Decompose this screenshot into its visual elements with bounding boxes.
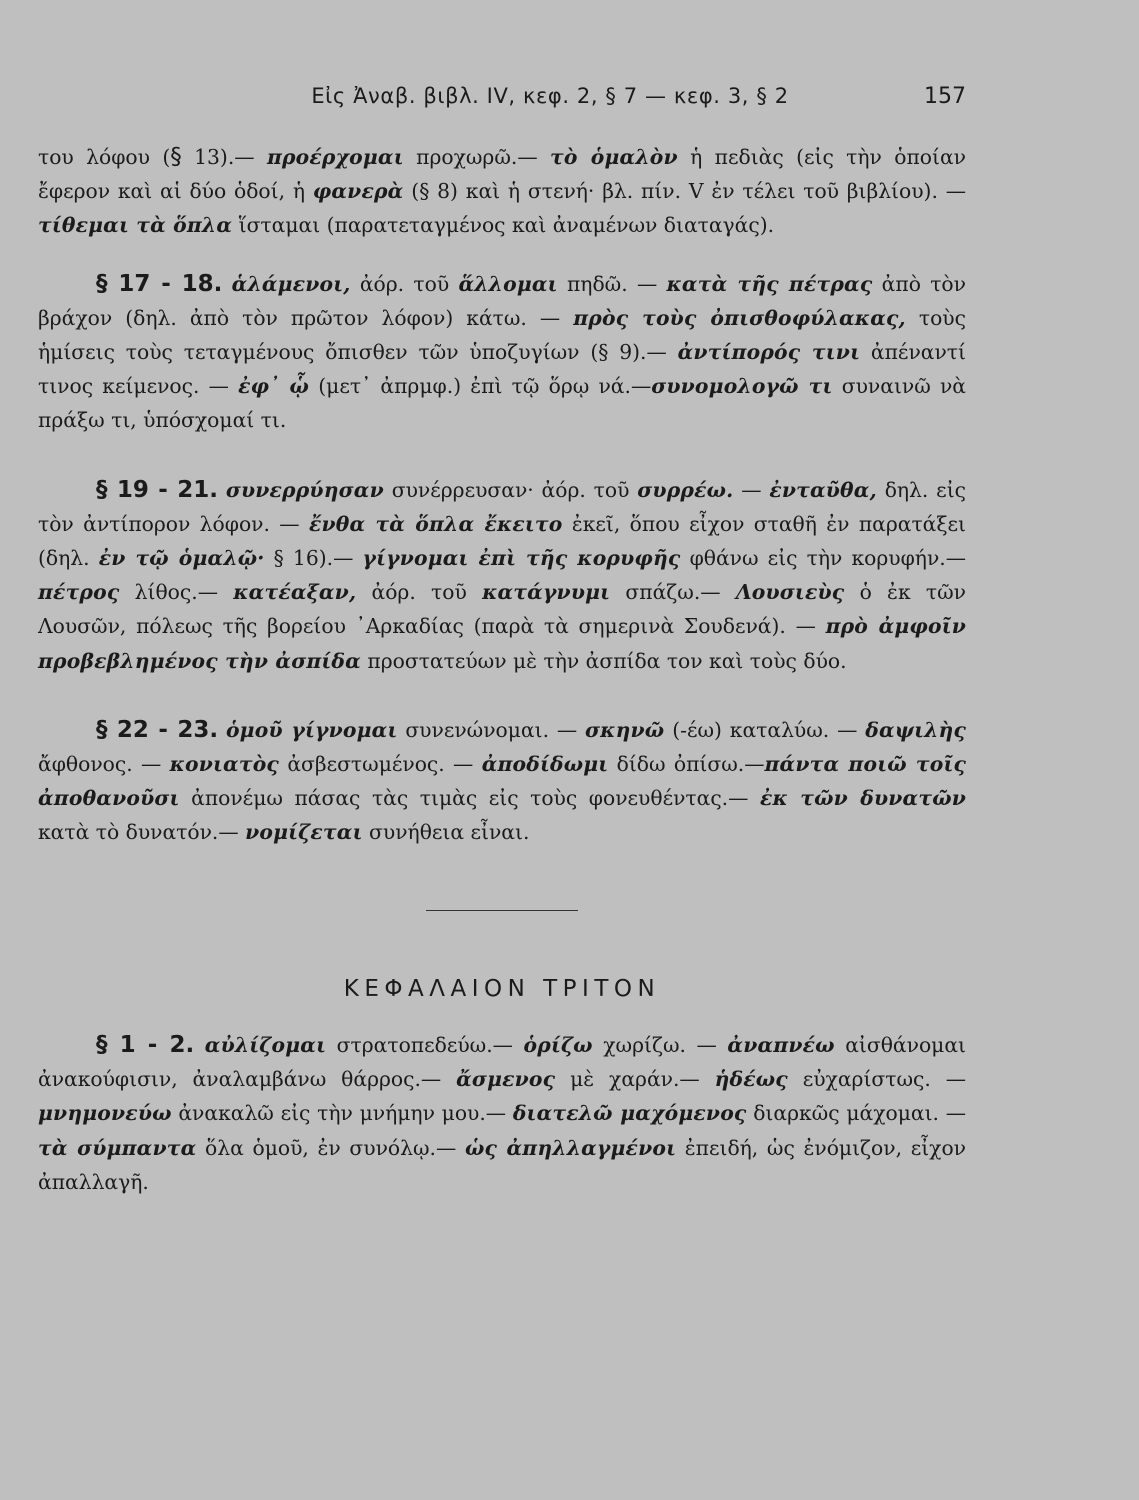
section-divider [426,910,578,911]
lemma: ἀντίπορός τινι [677,340,861,365]
page-number: 157 [924,84,966,109]
lemma: τίθεμαι τὰ ὅπλα [38,213,233,238]
lemma: νομίζεται [245,820,363,845]
text: (§ 8) καὶ ἡ στενή· βλ. πίν. V ἐν τέλει τοῦ βιβλίου). — [403,179,966,204]
lemma: σκηνῶ [585,717,665,742]
section-sign: § [170,144,182,170]
text: ἀσβεστωμένος. — [278,752,482,777]
lemma: ὁμοῦ γίγνομαι [225,717,398,742]
lemma: Λουσιεὺς [735,580,845,605]
lemma: τὸ ὁμαλὸν [549,145,678,169]
text: δίδω ὀπίσω.— [608,752,765,777]
lemma: συνερρύησαν [225,477,384,502]
section-number: § 22 - 23. [96,716,219,743]
text: § 16).— [264,546,363,571]
text: μὲ χαράν.— [555,1067,715,1092]
running-head: Εἰς Ἀναβ. βιβλ. IV, κεφ. 2, § 7 — κεφ. 3, § 2 [311,84,789,108]
text: κατὰ τὸ δυνατόν.— [38,820,246,845]
lemma: πάντα ποιῶ τοῖς ἀποθανοῦσι [38,752,967,811]
lemma: κατάγνυμι [482,580,611,605]
text: ἀόρ. τοῦ [350,271,459,296]
text: συνήθεια εἶναι. [362,820,530,845]
text: σπάζω.— [610,580,736,605]
lemma: κατὰ τῆς πέτρας [666,271,873,296]
lemma: φανερὰ [312,179,404,204]
lemma: αὐλίζομαι [204,1033,327,1058]
text: πηδῶ. — [557,271,667,296]
text: φθάνω εἰς τὴν κορυφήν.— [680,546,967,571]
text: τοὺς ἡμίσεις τοὺς τεταγμένους ὄπισθεν τῶν ὑποζυγίων (§ 9).— [38,305,966,365]
text: χωρίζω. — [592,1033,728,1058]
text: ὅλα ὁμοῦ, ἐν συνόλῳ.— [196,1135,465,1160]
lemma: ὡς ἀπηλλαγμένοι [464,1135,677,1160]
lemma: διατελῶ μαχόμενος [512,1101,747,1126]
lemma: ἄσμενος [456,1067,556,1092]
text: (-έω) καταλύω. — [664,717,866,742]
lemma: ἀναπνέω [727,1033,835,1058]
text: ἀνακαλῶ εἰς τὴν μνήμην μου.— [171,1101,513,1126]
text: ἀπονέμω πάσας τὰς τιμὰς εἰς τοὺς φονευθέντας.— [179,786,760,811]
text: ὁ ἐκ τῶν Λουσῶν, πόλεως τῆς βορείου ᾽Αρκαδίας (παρὰ τὰ σημερινὰ Σουδενά). — [38,580,966,639]
lemma: προέρχομαι [266,145,404,169]
paragraph-section-19-21 [38,473,966,678]
text: αἰσθάνομαι ἀνακούφισιν, ἀναλαμβάνω θάρρος.— [38,1033,966,1092]
section-number: § 17 - 18. [96,270,223,297]
lemma: συρρέω. [637,477,734,502]
text: ἵσταμαι (παρατεταγμένος καὶ ἀναμένων διαταγάς). [232,213,775,238]
lemma: τὰ σύμπαντα [38,1135,197,1160]
lemma: μνημονεύω [38,1101,172,1126]
text: συναινῶ νὰ πράξω τι, ὑπόσχομαί τι. [38,374,966,433]
paragraph-section-22-23 [38,713,966,850]
lemma: συνομολογῶ τι [651,374,833,399]
text: στρατοπεδεύω.— [326,1033,524,1058]
lemma: κονιατὸς [169,752,279,777]
paragraph-section-1-2 [38,1028,966,1199]
text [194,1033,205,1057]
text: ἀπὸ τὸν βράχον (δηλ. ἀπὸ τὸν πρῶτον λόφον) κάτω. — [38,271,966,330]
lemma: ἔνθα τὰ ὅπλα ἔκειτο [308,511,563,536]
page-header [60,84,966,118]
section-number: § 1 - 2. [96,1032,195,1059]
text: (μετ᾽ ἀπρμφ.) ἐπὶ τῷ ὅρῳ νά.— [309,374,652,399]
text: 13).— [181,145,267,169]
text: ἡ πεδιὰς (εἰς τὴν ὁποίαν ἔφερον καὶ αἱ δύο ὁδοί, ἡ [38,145,966,204]
lemma: γίγνομαι ἐπὶ τῆς κορυφῆς [362,546,681,571]
lemma: ἅλλομαι [458,271,558,296]
lemma: ἐν τῷ ὁμαλῷ· [98,546,265,571]
section-divider-wrap [38,892,966,926]
text: εὐχαρίστως. — [787,1067,966,1092]
lemma: ἐκ τῶν δυνατῶν [759,786,966,811]
text: ἐπειδή, ὡς ἐνόμιζον, εἶχον ἀπαλλαγῆ. [38,1135,966,1194]
text: λίθος.— [119,580,234,605]
paragraph-section-17-18 [38,267,966,438]
lemma: ἐφ᾽ ᾧ [238,374,310,399]
text: — [733,477,770,502]
text: διαρκῶς μάχομαι. — [746,1101,966,1126]
lemma: πέτρος [38,580,120,605]
text: ἀόρ. τοῦ [356,580,483,605]
lemma: ἀποδίδωμι [481,752,609,777]
lemma: ὁρίζω [523,1033,593,1058]
text: του λόφου ( [38,145,171,169]
text: προστατεύων μὲ τὴν ἀσπίδα τον καὶ τοὺς δύο. [360,648,847,673]
paragraph-continuation [38,140,966,243]
lemma: κατέαξαν, [233,580,357,605]
text: συνενώνομαι. — [397,717,586,742]
text [218,718,226,742]
lemma: ἐνταῦθα, [769,477,877,502]
text: ἄφθονος. — [38,752,170,777]
text: προχωρῶ.— [403,145,550,169]
lemma: πρὸ ἀμφοῖν προβεβλημένος τὴν ἀσπίδα [38,614,966,673]
lemma: δαψιλὴς [865,717,967,742]
lemma: ἡδέως [714,1067,788,1092]
text: δηλ. εἰς τὸν ἀντίπορον λόφον. — [38,477,967,536]
text: ἀπέναντί τινος κείμενος. — [38,340,966,399]
text [218,478,226,502]
text [222,272,231,296]
text: συνέρρευσαν· ἀόρ. τοῦ [383,477,638,502]
section-number: § 19 - 21. [96,476,218,503]
chapter-title: ΚΕΦΑΛΑΙΟΝ ΤΡΙΤΟΝ [343,975,661,1002]
commentary-text [38,140,966,1199]
lemma: πρὸς τοὺς ὀπισθοφύλακας, [573,305,906,330]
lemma: ἁλάμενοι, [231,271,351,296]
text: ἐκεῖ, ὅπου εἶχον σταθῆ ἐν παρατάξει (δηλ. [38,511,967,571]
